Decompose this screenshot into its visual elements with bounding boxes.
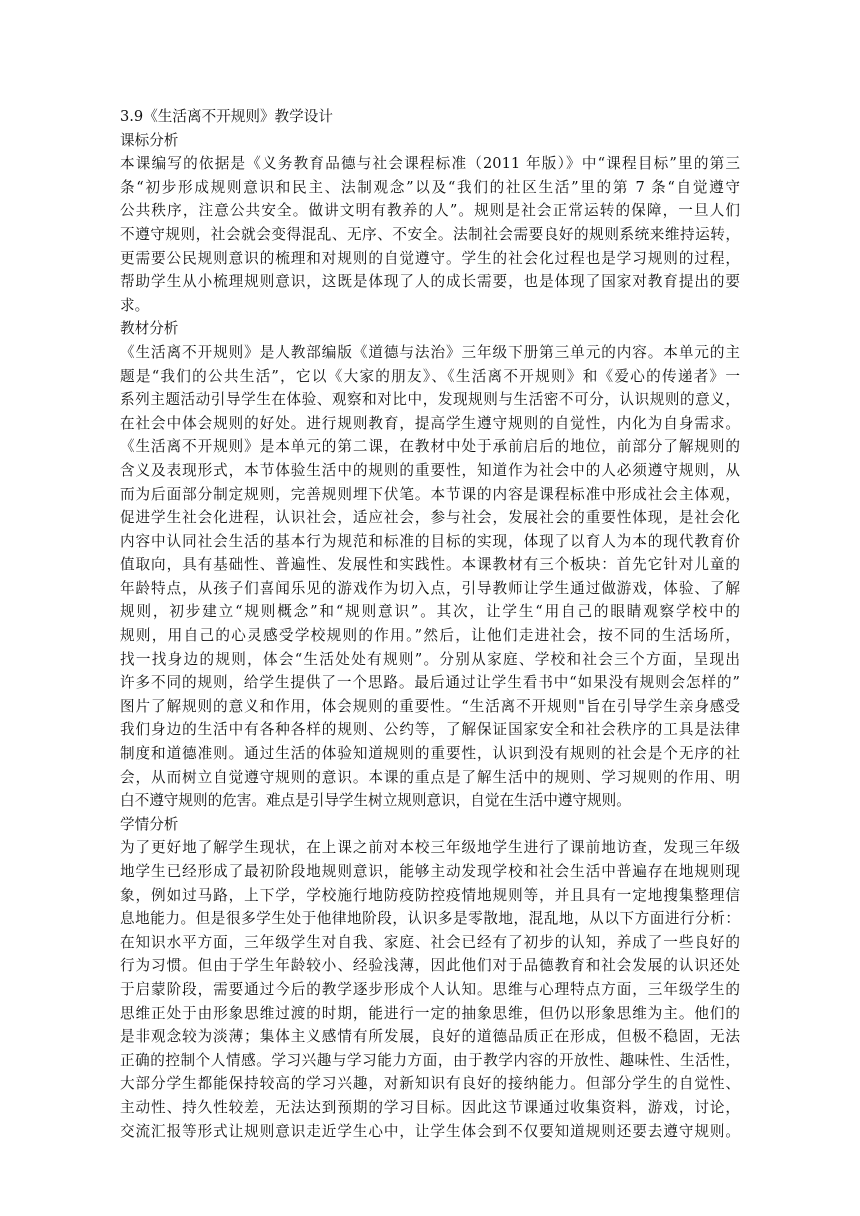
paragraph-line: 不遵守规则，社会就会变得混乱、无序、不安全。法制社会需要良好的规则系统来维持运转， [120, 225, 740, 243]
paragraph-line: 在知识水平方面，三年级学生对自我、家庭、社会已经有了初步的认知，养成了一些良好的 [120, 933, 740, 951]
paragraph-line: 会，从而树立自觉遵守规则的意识。本课的重点是了解生活中的规则、学习规则的作用、明 [120, 768, 740, 786]
paragraph-line: 思维正处于由形象思维过渡的时期，能进行一定的抽象思维，但仍以形象思维为主。他们的 [120, 1004, 740, 1022]
paragraph-line: 更需要公民规则意识的梳理和对规则的自觉遵守。学生的社会化过程也是学习规则的过程， [120, 249, 740, 267]
paragraph-line: 《生活离不开规则》是本单元的第二课，在教材中处于承前启后的地位，前部分了解规则的 [120, 438, 740, 456]
paragraph-line: 息地能力。但是很多学生处于他律地阶段，认识多是零散地，混乱地，从以下方面进行分析： [120, 910, 740, 928]
paragraph-line: 规则，用自己的心灵感受学校规则的作用。”然后，让他们走进社会，按不同的生活场所， [120, 627, 740, 645]
paragraph-line: 求。 [120, 296, 150, 314]
paragraph-line: 交流汇报等形式让规则意识走近学生心中，让学生体会到不仅要知道规则还要去遵守规则。 [120, 1122, 740, 1140]
paragraph-line: 年龄特点，从孩子们喜闻乐见的游戏作为切入点，引导教师让学生通过做游戏，体验、了解 [120, 579, 740, 597]
paragraph-line: 我们身边的生活中有各种各样的规则、公约等，了解保证国家安全和社会秩序的工具是法律 [120, 721, 740, 739]
paragraph-line: 为了更好地了解学生现状，在上课之前对本校三年级地学生进行了课前地访查，发现三年级 [120, 839, 740, 857]
paragraph-line: 规则，初步建立“规则概念”和“规则意识”。其次，让学生“用自己的眼睛观察学校中的 [120, 603, 740, 621]
document-page [120, 105, 740, 1143]
paragraph-line: 主动性、持久性较差，无法达到预期的学习目标。因此这节课通过收集资料，游戏，讨论， [120, 1098, 740, 1116]
paragraph-line: 内容中认同社会生活的基本行为规范和标准的目标的实现，体现了以育人为本的现代教育价 [120, 532, 740, 550]
paragraph-line: 公共秩序，注意公共安全。做讲文明有教养的人”。规则是社会正常运转的保障，一旦人们 [120, 202, 740, 220]
paragraph-line: 白不遵守规则的危害。难点是引导学生树立规则意识，自觉在生活中遵守规则。 [120, 792, 631, 810]
paragraph-line: 行为习惯。但由于学生年龄较小、经验浅薄，因此他们对于品德教育和社会发展的认识还处 [120, 957, 740, 975]
paragraph-line: 图片了解规则的意义和作用，体会规则的重要性。“生活离不开规则"旨在引导学生亲身感受 [120, 697, 740, 715]
paragraph-line: 题是“我们的公共生活”，它以《大家的朋友》、《生活离不开规则》和《爱心的传递者》一 [120, 367, 740, 385]
section-heading: 教材分析 [120, 320, 179, 338]
paragraph-line: 《生活离不开规则》是人教部编版《道德与法治》三年级下册第三单元的内容。本单元的主 [120, 343, 740, 361]
paragraph-line: 本课编写的依据是《义务教育品德与社会课程标准（2011 年版）》中“课程目标”里的第三 [120, 155, 740, 173]
paragraph-line: 制度和道德准则。通过生活的体验知道规则的重要性，认识到没有规则的社会是个无序的社 [120, 745, 740, 763]
section-heading: 学情分析 [120, 815, 179, 833]
paragraph-line: 在社会中体会规则的好处。进行规则教育，提高学生遵守规则的自觉性，内化为自身需求。 [120, 414, 740, 432]
section-heading: 课标分析 [120, 131, 179, 149]
document-title: 3.9《生活离不开规则》教学设计 [120, 108, 333, 125]
paragraph-line: 系列主题活动引导学生在体验、观察和对比中，发现规则与生活密不可分，认识规则的意义， [120, 391, 740, 409]
paragraph-line: 帮助学生从小梳理规则意识，这既是体现了人的成长需要，也是体现了国家对教育提出的要 [120, 273, 740, 291]
paragraph-line: 地学生已经形成了最初阶段地规则意识，能够主动发现学校和社会生活中普遍存在地规则现 [120, 863, 740, 880]
paragraph-line: 许多不同的规则，给学生提供了一个思路。最后通过让学生看书中“如果没有规则会怎样的” [120, 674, 740, 692]
paragraph-line: 而为后面部分制定规则，完善规则埋下伏笔。本节课的内容是课程标准中形成社会主体观， [120, 485, 740, 503]
paragraph-line: 含义及表现形式，本节体验生活中的规则的重要性，知道作为社会中的人必须遵守规则，从 [120, 461, 740, 479]
section-textbook-analysis [120, 317, 740, 812]
paragraph-line: 值取向，具有基础性、普遍性、发展性和实践性。本课教材有三个板块：首先它针对儿童的 [120, 556, 740, 574]
section-curriculum-analysis [120, 129, 740, 318]
paragraph-line: 是非观念较为淡薄；集体主义感情有所发展，良好的道德品质正在形成，但极不稳固，无法 [120, 1028, 740, 1046]
paragraph-line: 象，例如过马路，上下学，学校施行地防疫防控疫情地规则等，并且具有一定地搜集整理信 [120, 886, 740, 904]
paragraph-line: 大部分学生都能保持较高的学习兴趣，对新知识有良好的接纳能力。但部分学生的自觉性、 [120, 1075, 740, 1093]
paragraph-line: 于启蒙阶段，需要通过今后的教学逐步形成个人认知。思维与心理特点方面，三年级学生的 [120, 980, 740, 998]
section-learner-analysis [120, 813, 740, 1143]
paragraph-line: 找一找身边的规则，体会“生活处处有规则”。分别从家庭、学校和社会三个方面，呈现出 [120, 650, 740, 668]
paragraph-line: 条“初步形成规则意识和民主、法制观念”以及“我们的社区生活”里的第 7 条“自觉遵守 [120, 178, 740, 196]
paragraph-line: 促进学生社会化进程，认识社会，适应社会，参与社会，发展社会的重要性体现，是社会化 [120, 509, 740, 527]
paragraph-line: 正确的控制个人情感。学习兴趣与学习能力方面，由于教学内容的开放性、趣味性、生活性， [120, 1051, 740, 1069]
